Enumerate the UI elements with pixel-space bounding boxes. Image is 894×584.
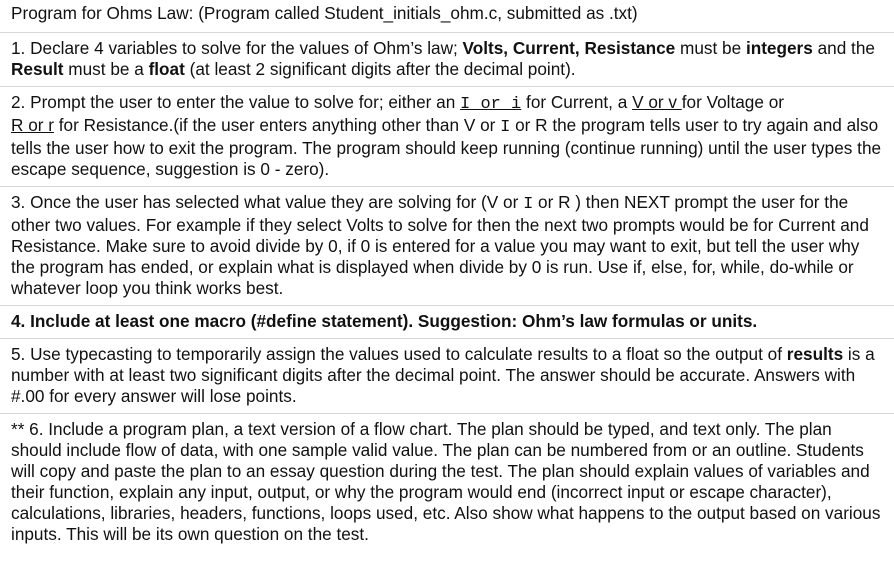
item1-text: 1. Declare 4 variables to solve for the values of Ohm’s law; — [11, 38, 463, 58]
requirement-2 — [11, 92, 886, 180]
item2-mono-i: I — [500, 118, 511, 137]
item1-text: (at least 2 significant digits after the decimal point). — [184, 59, 576, 79]
requirement-5 — [11, 344, 886, 407]
item5-text: 5. Use typecasting to temporarily assign the values used to calculate results to a float so the output of — [11, 344, 787, 364]
divider — [0, 305, 894, 306]
item2-text: for Voltage or — [681, 92, 784, 112]
item3-text: or R ) then NEXT prompt the user for the other two values. For example if they select Volts to solve for then the next two prompts would be for Current and Resistance. Make sure to avoid divide by 0, if 0 is entered for a value you may want to exit, but tell the user why the program has ended, or explain what is displayed when divide by 0 is run. Use if, else, for, while, do-while or whatever loop you think works best. — [11, 192, 869, 298]
item2-text: or R the program tells user to try again and also tells the user how to exit the program. The program should keep running (continue running) until the user types the escape sequence, suggestion is 0 - zero). — [11, 115, 882, 179]
item2-text: for Current, a — [521, 92, 633, 112]
item4-text: 4. Include at least one macro (#define statement). Suggestion: Ohm’s law formulas or units. — [11, 311, 758, 331]
item1-text: must be — [675, 38, 746, 58]
requirement-3 — [11, 192, 886, 299]
item2-voltage-option: V or v — [632, 92, 682, 112]
requirement-1 — [11, 38, 886, 80]
divider — [0, 413, 894, 414]
item6-text: ** 6. Include a program plan, a text version of a flow chart. The plan should be typed, and text only. The plan should include flow of data, with one sample valid value. The plan can be numbered from or an outline. Students will copy and paste the plan to an essay question during the test. The plan should explain values of variables and their function, explain any input, output, or why the program would end (incorrect input or escape character), calculations, libraries, headers, functions, loops used, etc. Also show what happens to the output based on various inputs. This will be its own question on the test. — [11, 419, 881, 544]
item5-text: is a number with at least two significant digits after the decimal point. The answer should be accurate. Answers with #.00 for every answer will lose points. — [11, 344, 875, 406]
item2-text: 2. Prompt the user to enter the value to solve for; either an — [11, 92, 461, 112]
item1-text: and the — [812, 38, 875, 58]
item1-text: must be a — [63, 59, 149, 79]
requirement-4 — [11, 311, 886, 332]
item2-current-option: I or i — [460, 95, 522, 114]
item5-bold-results: results — [786, 344, 844, 364]
item1-bold-integers: integers — [745, 38, 813, 58]
divider — [0, 338, 894, 339]
item2-text: for Resistance.(if the user enters anything other than V or — [53, 115, 501, 135]
item3-text: 3. Once the user has selected what value they are solving for (V or — [11, 192, 524, 212]
divider — [0, 86, 894, 87]
assignment-title: Program for Ohms Law: (Program called Student_initials_ohm.c, submitted as .txt) — [11, 3, 638, 23]
item1-bold-result: Result — [11, 59, 64, 79]
item3-mono-i: I — [523, 195, 534, 214]
divider — [0, 186, 894, 187]
item2-resistance-option: R or r — [11, 115, 54, 135]
requirement-6 — [11, 419, 886, 545]
item1-bold-vars: Volts, Current, Resistance — [462, 38, 676, 58]
divider — [0, 32, 894, 33]
item1-bold-float: float — [148, 59, 185, 79]
